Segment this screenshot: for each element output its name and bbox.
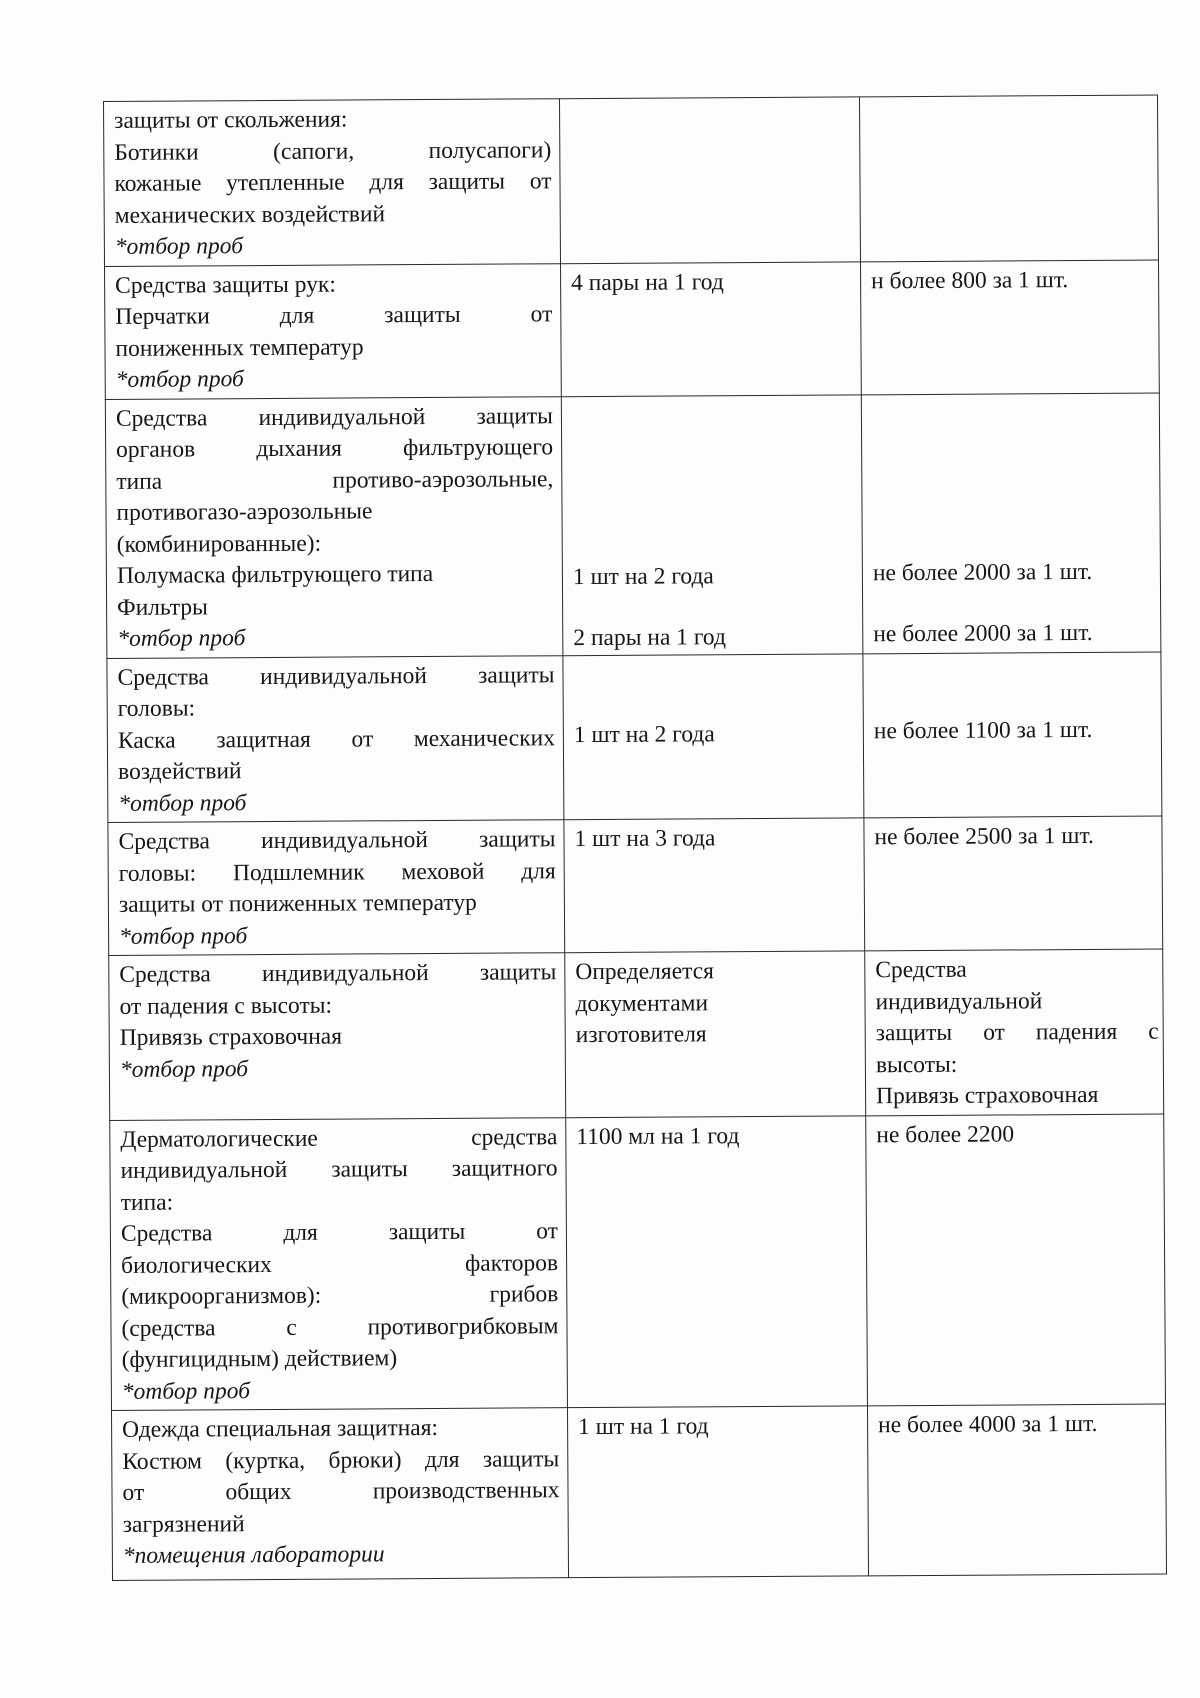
issue-norm-text: 1 шт на 2 года xyxy=(572,562,714,590)
issue-norm-cell xyxy=(561,394,863,655)
table-row xyxy=(111,1404,1166,1580)
price-limit-text: защиты от падения с xyxy=(875,1018,1159,1047)
price-limit-text: не более 1100 за 1 шт. xyxy=(873,716,1093,744)
price-limit-cell xyxy=(866,1114,1166,1406)
item-description-cell xyxy=(110,1117,568,1410)
description-line: Дерматологические средства xyxy=(120,1123,558,1153)
spacer xyxy=(573,591,854,623)
issue-norm-text: Определяется xyxy=(575,958,714,986)
price-limit-cell xyxy=(859,95,1158,261)
description-line: от падения с высоты: xyxy=(119,992,333,1020)
issue-norm-cell xyxy=(564,818,865,953)
price-limit-text: Привязь страховочная xyxy=(876,1081,1099,1110)
issue-norm-text: изготовителя xyxy=(575,1021,707,1049)
description-line: загрязнений xyxy=(122,1510,245,1538)
description-line: пониженных температур xyxy=(115,333,364,362)
description-line: Фильтры xyxy=(117,593,208,621)
description-line: защиты от пониженных температур xyxy=(118,889,477,918)
description-line: Средства индивидуальной защиты xyxy=(118,826,556,855)
issue-norm-text: 1 шт на 1 год xyxy=(578,1413,709,1441)
price-limit-text: не более 2000 за 1 шт. xyxy=(873,619,1093,648)
item-note: *отбор проб xyxy=(121,1377,251,1405)
description-line: (микроорганизмов): грибов xyxy=(121,1281,559,1310)
item-note: *отбор проб xyxy=(117,625,246,652)
price-limit-text: высоты: xyxy=(875,1051,958,1078)
issue-norm-cell xyxy=(565,951,866,1117)
issue-norm-text: документами xyxy=(575,989,709,1017)
description-line: (средства с противогрибковым xyxy=(121,1312,559,1342)
item-description-cell xyxy=(111,1408,568,1581)
description-line: кожаные утепленные для защиты от xyxy=(114,168,552,197)
item-note: *отбор проб xyxy=(119,922,248,950)
issue-norm-cell xyxy=(559,97,860,263)
item-description-cell xyxy=(109,953,566,1120)
description-line: Одежда специальная защитная: xyxy=(122,1414,439,1443)
description-line: индивидуальной защиты защитного xyxy=(120,1155,558,1184)
table-row xyxy=(105,393,1161,658)
price-limit-cell xyxy=(861,393,1161,654)
description-line: Средства индивидуальной защиты xyxy=(117,661,555,691)
item-description-cell xyxy=(105,396,563,658)
description-line: Привязь страховочная xyxy=(119,1023,343,1051)
description-line: противогазо-аэрозольные xyxy=(116,498,373,526)
price-limit-cell xyxy=(865,949,1164,1115)
price-limit-text: индивидуальной xyxy=(875,987,1043,1015)
description-line: органов дыхания фильтрующего xyxy=(116,434,554,463)
price-limit-text: не более 2200 xyxy=(876,1120,1015,1148)
description-line: биологических факторов xyxy=(121,1249,559,1279)
price-limit-text: не более 2500 за 1 шт. xyxy=(874,822,1094,851)
issue-norm-text: 4 пары на 1 год xyxy=(571,268,724,296)
description-line: типа: xyxy=(120,1189,174,1216)
table-row xyxy=(105,260,1160,399)
description-line: типа противо-аэрозольные, xyxy=(116,465,554,495)
description-line: защиты от скольжения: xyxy=(114,106,348,134)
table-row xyxy=(110,1114,1166,1411)
description-line: Средства защиты рук: xyxy=(115,271,336,299)
description-line: Средства индивидуальной защиты xyxy=(119,959,557,988)
item-note: *отбор проб xyxy=(118,789,247,817)
description-line: Перчатки для защиты от xyxy=(115,301,553,330)
description-line: механических воздействий xyxy=(114,200,386,229)
item-description-cell xyxy=(108,820,565,956)
item-note: *отбор проб xyxy=(119,1055,249,1083)
item-note: *помещения лаборатории xyxy=(122,1541,385,1569)
item-description-cell xyxy=(105,263,562,399)
description-line: Средства для защиты от xyxy=(120,1218,558,1247)
spacer xyxy=(873,588,1152,620)
description-line: (фунгицидным) действием) xyxy=(121,1345,398,1373)
price-limit-text: н более 800 за 1 шт. xyxy=(871,266,1069,294)
item-description-cell xyxy=(107,655,564,822)
price-limit-cell xyxy=(863,652,1162,818)
price-limit-text: не более 2000 за 1 шт. xyxy=(872,558,1093,586)
description-line: (комбинированные): xyxy=(116,530,322,558)
price-limit-text: не более 4000 за 1 шт. xyxy=(878,1410,1098,1439)
price-limit-cell xyxy=(860,260,1159,395)
issue-norm-cell xyxy=(566,1115,868,1407)
item-description-cell xyxy=(104,99,561,266)
description-line: головы: xyxy=(117,695,196,722)
ppe-norms-table xyxy=(103,95,1167,1581)
item-note: *отбор проб xyxy=(115,366,244,393)
table-row xyxy=(104,95,1159,266)
issue-norm-cell xyxy=(560,261,861,396)
description-line: Полумаска фильтрующего типа xyxy=(116,560,434,589)
issue-norm-cell xyxy=(563,653,864,819)
description-line: Каска защитная от механических xyxy=(117,724,555,754)
issue-norm-text: 1 шт на 2 года xyxy=(573,720,715,748)
table-row xyxy=(107,652,1162,823)
issue-norm-text: 2 пары на 1 год xyxy=(573,624,727,652)
description-line: от общих производственных xyxy=(122,1477,560,1506)
table-row xyxy=(108,816,1163,955)
description-line: Костюм (куртка, брюки) для защиты xyxy=(122,1445,560,1475)
price-limit-cell xyxy=(867,1404,1166,1576)
description-line: головы: Подшлемник меховой для xyxy=(118,857,556,887)
price-limit-cell xyxy=(864,816,1163,951)
issue-norm-text: 1100 мл на 1 год xyxy=(576,1122,740,1150)
description-line: Ботинки (сапоги, полусапоги) xyxy=(114,136,552,166)
table-row xyxy=(109,949,1164,1120)
description-line: воздействий xyxy=(118,758,242,785)
description-line: Средства индивидуальной защиты xyxy=(115,402,554,432)
issue-norm-cell xyxy=(567,1406,868,1578)
price-limit-text: Средства xyxy=(875,956,967,984)
item-note: *отбор проб xyxy=(114,233,244,260)
issue-norm-text: 1 шт на 3 года xyxy=(574,825,716,853)
